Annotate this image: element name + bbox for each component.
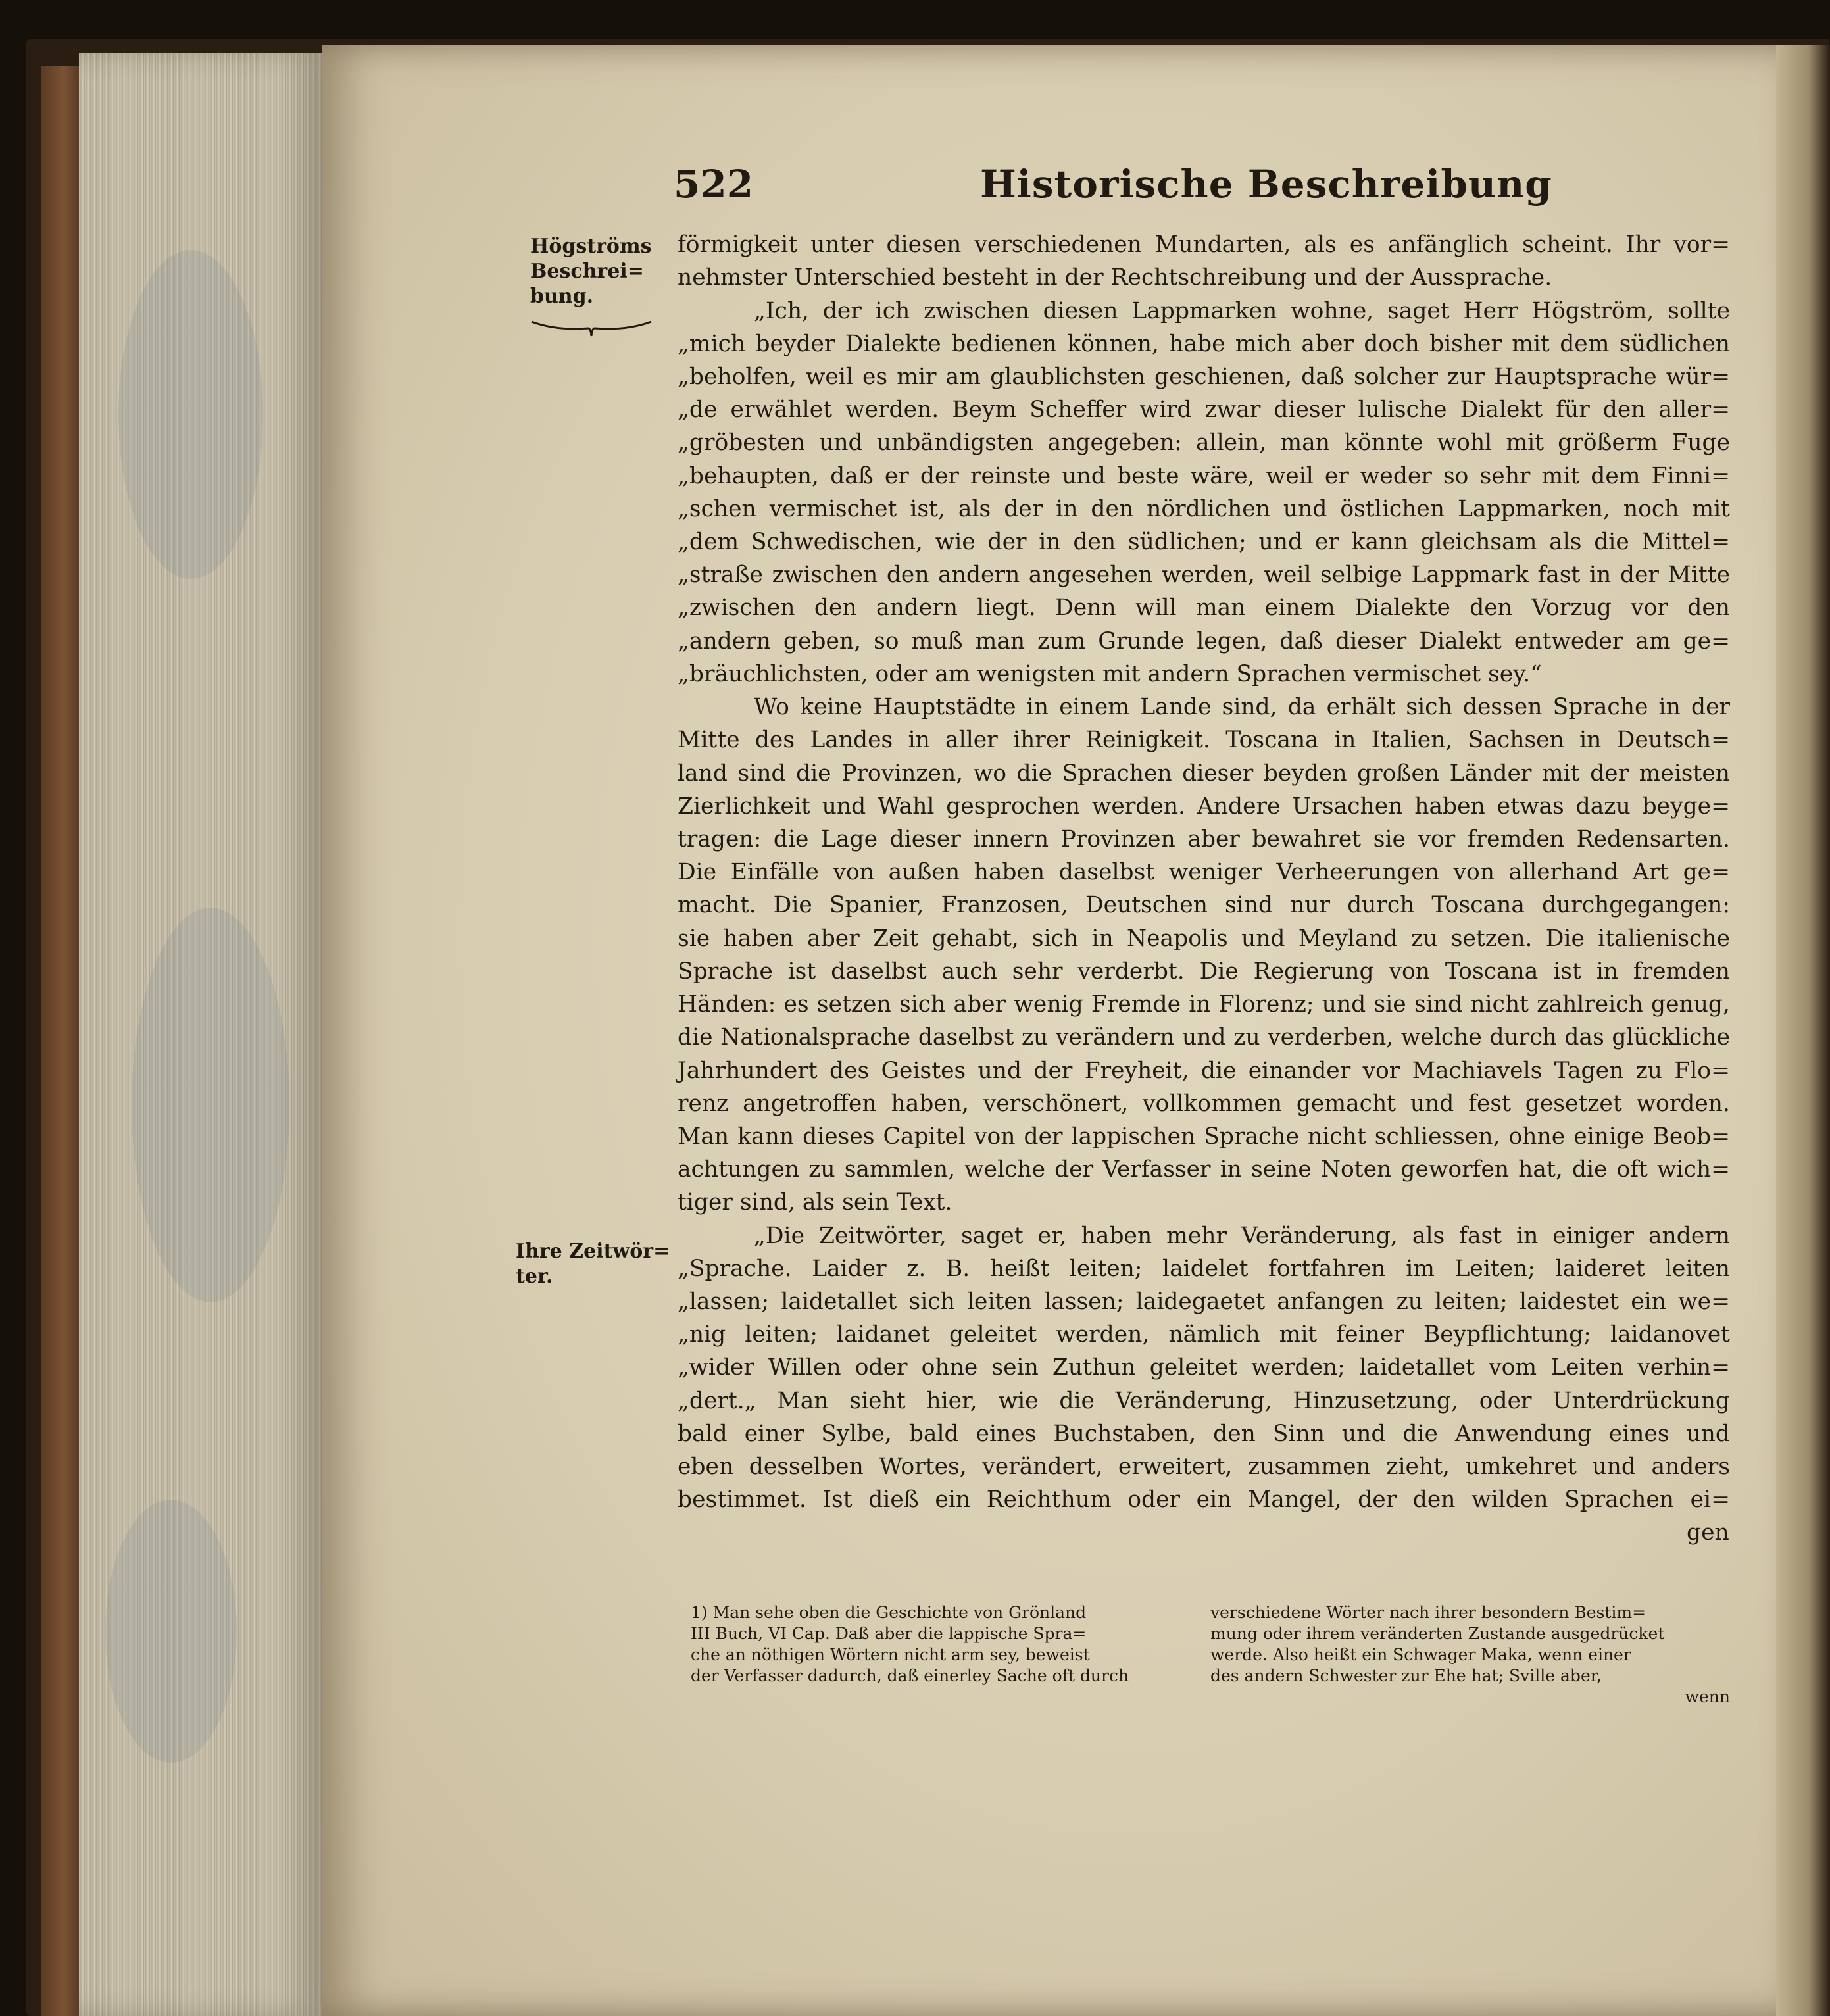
page-edges <box>79 53 322 2016</box>
body-line: Zierlichkeit und Wahl gesprochen werden. Andere Ursachen haben etwas dazu beyge= <box>678 793 1730 820</box>
catchword: gen <box>1687 1519 1729 1546</box>
body-line: tiger sind, als sein Text. <box>678 1189 952 1216</box>
margin-note-line: Högströms <box>530 235 652 258</box>
body-line: Wo keine Hauptstädte in einem Lande sind, da erhält sich dessen Sprache in der <box>754 694 1730 720</box>
footnote-line: verschiedene Wörter nach ihrer besondern Bestim= <box>1210 1603 1646 1622</box>
margin-brace-ornament <box>530 319 653 339</box>
body-line: „nig leiten; laidanet geleitet werden, nämlich mit feiner Beypflichtung; laidanovet <box>678 1321 1730 1348</box>
body-line: „zwischen den andern liegt. Denn will man einem Dialekte den Vorzug vor den <box>678 595 1730 621</box>
footnote-line: 1) Man sehe oben die Geschichte von Grönland <box>691 1603 1087 1622</box>
footnote-column-right <box>1210 1602 1730 1708</box>
footnote-line: III Buch, VI Cap. Daß aber die lappische Spra= <box>691 1624 1087 1643</box>
footnote-line: werde. Also heißt ein Schwager Maka, wenn einer <box>1210 1645 1631 1664</box>
body-line: Mitte des Landes in aller ihrer Reinigkeit. Toscana in Italien, Sachsen in Deutsch= <box>678 727 1730 753</box>
margin-note-line: Beschrei= <box>530 260 644 283</box>
body-line: „Die Zeitwörter, saget er, haben mehr Veränderung, als fast in einiger andern <box>754 1223 1730 1249</box>
running-head: Historische Beschreibung <box>980 162 1552 207</box>
body-line: „dert.„ Man sieht hier, wie die Veränderung, Hinzusetzung, oder Unterdrückung <box>678 1388 1730 1414</box>
margin-note-line: ter. <box>516 1265 553 1288</box>
margin-note-hoegstroem <box>530 234 652 309</box>
footnote-line: mung oder ihrem veränderten Zustande ausgedrücket <box>1210 1624 1665 1643</box>
body-line: „gröbesten und unbändigsten angegeben: allein, man könnte wohl mit größerm Fuge <box>678 430 1730 456</box>
body-line: „lassen; laidetallet sich leiten lassen; laidegaetet anfangen zu leiten; laidestet ein we= <box>678 1289 1730 1315</box>
body-line: Händen: es setzen sich aber wenig Fremde in Florenz; und sie sind nicht zahlreich genug, <box>678 991 1730 1018</box>
footnote-catchword: wenn <box>1685 1687 1730 1706</box>
body-line: eben desselben Wortes, verändert, erweitert, zusammen zieht, umkehret und anders <box>678 1454 1730 1480</box>
body-line: Die Einfälle von außen haben daselbst weniger Verheerungen von allerhand Art ge= <box>678 859 1730 885</box>
body-line: renz angetroffen haben, verschönert, vollkommen gemacht und fest gesetzet worden. <box>678 1091 1730 1117</box>
body-line: „mich beyder Dialekte bedienen können, habe mich aber doch bisher mit dem südlichen <box>678 331 1730 357</box>
body-line: „dem Schwedischen, wie der in den südlichen; und er kann gleichsam als die Mittel= <box>678 529 1730 555</box>
body-line: tragen: die Lage dieser innern Provinzen aber bewahret sie vor fremden Redensarten. <box>678 826 1730 852</box>
body-line: „Sprache. Laider z. B. heißt leiten; laidelet fortfahren im Leiten; laideret leiten <box>678 1256 1730 1282</box>
body-line: „schen vermischet ist, als der in den nördlichen und östlichen Lappmarken, noch mit <box>678 496 1730 522</box>
footnote-column-left <box>691 1602 1184 1686</box>
body-line: „bräuchlichsten, oder am wenigsten mit andern Sprachen vermischet sey.“ <box>678 661 1542 687</box>
page-gutter-right <box>1776 45 1830 2016</box>
body-line: „straße zwischen den andern angesehen werden, weil selbige Lappmark fast in der Mitte <box>678 562 1730 588</box>
margin-note-line: Ihre Zeitwör= <box>516 1240 670 1263</box>
body-line: förmigkeit unter diesen verschiedenen Mundarten, als es anfänglich scheint. Ihr vor= <box>678 232 1730 258</box>
footnote-line: che an nöthigen Wörtern nicht arm sey, beweist <box>691 1645 1090 1664</box>
body-line: „behaupten, daß er der reinste und beste wäre, weil er weder so sehr mit dem Finni= <box>678 463 1730 489</box>
body-line: bald einer Sylbe, bald eines Buchstaben, den Sinn und die Anwendung eines und <box>678 1421 1730 1447</box>
body-line: land sind die Provinzen, wo die Sprachen dieser beyden großen Länder mit der meisten <box>678 760 1730 787</box>
body-line: die Nationalsprache daselbst zu verändern und zu verderben, welche durch das glückliche <box>678 1024 1730 1050</box>
body-line: macht. Die Spanier, Franzosen, Deutschen sind nur durch Toscana durchgegangen: <box>678 892 1730 918</box>
body-line: Man kann dieses Capitel von der lappischen Sprache nicht schliessen, ohne einige Beob= <box>678 1123 1730 1150</box>
page-number: 522 <box>674 162 754 207</box>
water-stain <box>132 908 289 1302</box>
body-line: Sprache ist daselbst auch sehr verderbt. Die Regierung von Toscana ist in fremden <box>678 958 1730 985</box>
footnote-line: des andern Schwester zur Ehe hat; Sville aber, <box>1210 1666 1602 1685</box>
water-stain <box>118 250 263 579</box>
footnote-line: der Verfasser dadurch, daß einerley Sache oft durch <box>691 1666 1129 1685</box>
water-stain <box>105 1500 237 1763</box>
body-line: „wider Willen oder ohne sein Zuthun geleitet werden; laidetallet vom Leiten verhin= <box>678 1354 1730 1381</box>
body-line: „andern geben, so muß man zum Grunde legen, daß dieser Dialekt entweder am ge= <box>678 628 1730 654</box>
body-line: „de erwählet werden. Beym Scheffer wird zwar dieser lulische Dialekt für den aller= <box>678 397 1730 423</box>
margin-note-line: bung. <box>530 285 594 308</box>
body-line: bestimmet. Ist dieß ein Reichthum oder ein Mangel, der den wilden Sprachen ei= <box>678 1487 1730 1513</box>
body-line: Jahrhundert des Geistes und der Freyheit, die einander vor Machiavels Tagen zu Flo= <box>678 1058 1730 1084</box>
body-line: sie haben aber Zeit gehabt, sich in Neapolis und Meyland zu setzen. Die italienische <box>678 925 1730 952</box>
body-line: achtungen zu sammlen, welche der Verfasser in seine Noten geworfen hat, die oft wich= <box>678 1156 1730 1183</box>
body-line: nehmster Unterschied besteht in der Rechtschreibung und der Aussprache. <box>678 264 1552 291</box>
body-line: „Ich, der ich zwischen diesen Lappmarken wohne, saget Herr Högström, sollte <box>754 298 1730 324</box>
margin-note-zeitwoerter <box>516 1239 670 1289</box>
body-line: „beholfen, weil es mir am glaublichsten geschienen, daß solcher zur Hauptsprache wür= <box>678 364 1730 390</box>
